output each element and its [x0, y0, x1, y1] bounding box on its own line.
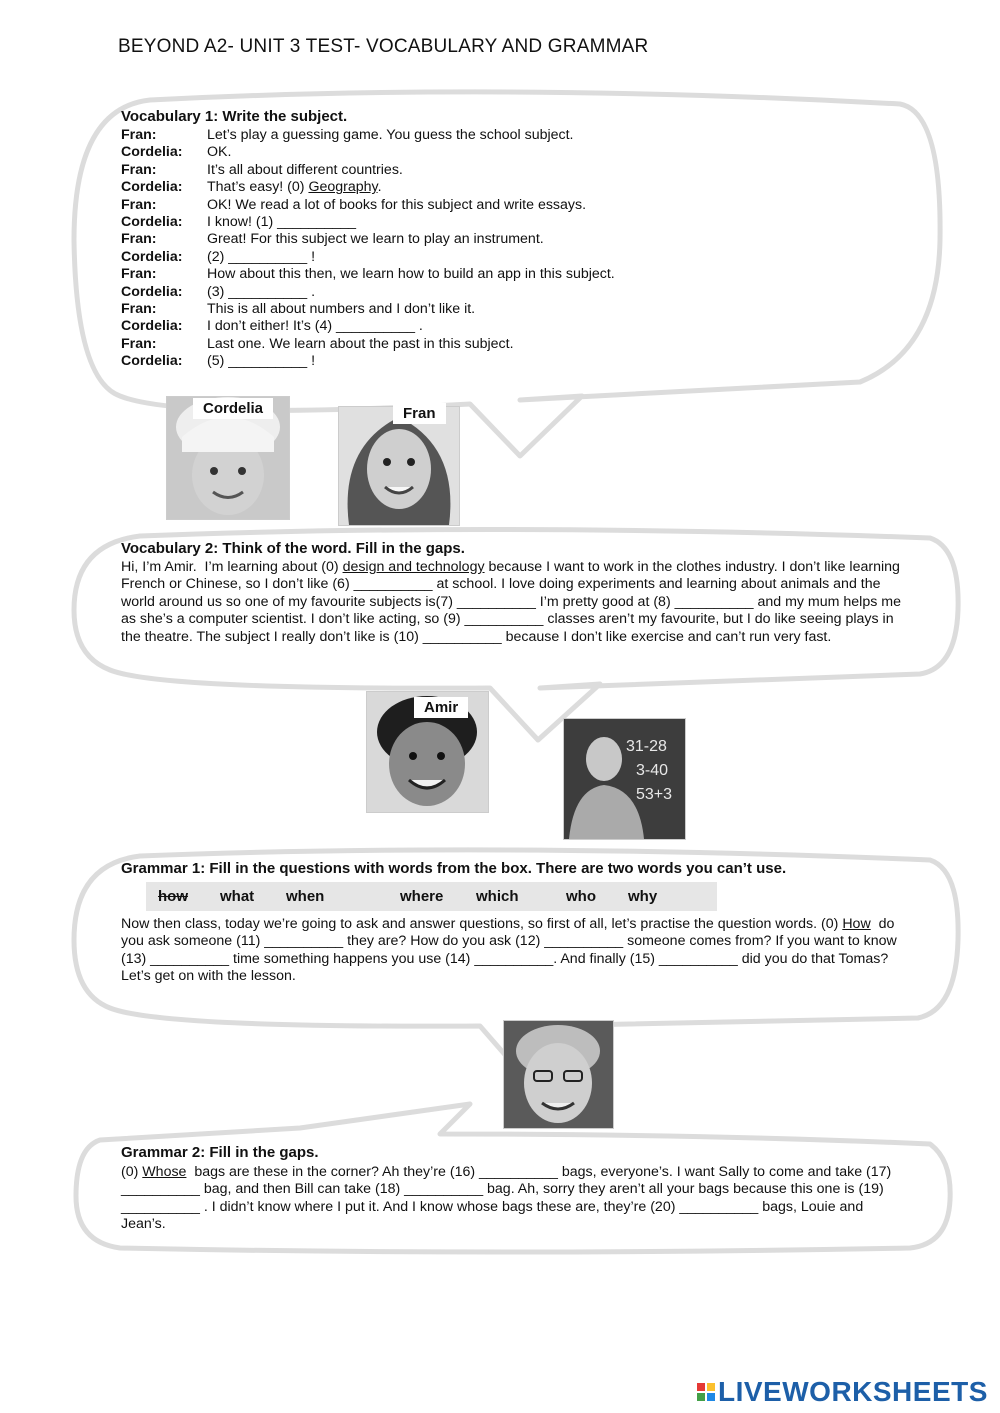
word-box: [146, 882, 717, 911]
example-answer: Geography: [308, 179, 378, 196]
word-why: why: [628, 888, 658, 905]
grammar1-text-post[interactable]: do you ask someone (11) __________ they are? How do you ask (12) __________ someone comes from? If you want to know (13) __________ time something happens you use (14) __________. And finally (15) __________ did you do that Tomas? Let’s get on with the lesson.: [121, 916, 901, 985]
speaker: Cordelia:: [121, 283, 183, 300]
speaker: Cordelia:: [121, 214, 183, 231]
speaker: Fran:: [121, 266, 157, 283]
dialogue-line: [121, 249, 881, 266]
answer-gap-5[interactable]: (5) __________ !: [207, 353, 316, 370]
speaker: Cordelia:: [121, 248, 183, 265]
dialogue-line: [121, 318, 881, 335]
speaker: Fran:: [121, 335, 157, 352]
dialogue-line: [121, 127, 881, 144]
speaker: Fran:: [121, 196, 157, 213]
line-text-pre: That’s easy! (0): [207, 179, 309, 196]
word-who: who: [566, 888, 596, 905]
logo-square: [697, 1393, 705, 1401]
vocab2-text-pre: Hi, I’m Amir. I’m learning about (0): [121, 559, 343, 575]
brand-label: LIVEWORKSHEETS: [718, 1376, 988, 1407]
grammar2-heading: Grammar 2: Fill in the gaps.: [121, 1144, 319, 1161]
fran-photo: [338, 406, 460, 526]
grammar1-text-pre: Now then class, today we’re going to ask and answer questions, so first of all, let’s practise the question words. (0): [121, 916, 843, 932]
vocab1-dialogue: [121, 127, 881, 371]
fran-name: Fran: [393, 403, 446, 424]
speaker: Fran:: [121, 127, 157, 143]
svg-text:31-28: 31-28: [626, 738, 667, 755]
grammar2-text-pre: (0): [121, 1164, 143, 1180]
line-text: This is all about numbers and I don’t like it.: [207, 301, 476, 318]
vocab1-heading: Vocabulary 1: Write the subject.: [121, 108, 348, 125]
word-which: which: [476, 888, 519, 905]
dialogue-line: [121, 336, 881, 353]
line-text: How about this then, we learn how to build an app in this subject.: [207, 266, 615, 283]
line-text: Let’s play a guessing game. You guess the school subject.: [207, 127, 574, 143]
example-answer: How: [842, 916, 871, 932]
vocab2-paragraph: [121, 559, 911, 646]
dialogue-line: [121, 179, 881, 196]
grammar1-paragraph: [121, 916, 906, 986]
line-text: It’s all about different countries.: [207, 161, 403, 178]
older-man-photo: [503, 1020, 614, 1129]
liveworksheets-brand[interactable]: [697, 1376, 988, 1408]
dialogue-line: [121, 284, 881, 301]
dialogue-line: [121, 197, 881, 214]
example-answer: Whose: [142, 1164, 187, 1180]
dialogue-line: [121, 162, 881, 179]
speaker: Cordelia:: [121, 179, 183, 196]
speaker: Cordelia:: [121, 144, 183, 161]
speaker: Fran:: [121, 161, 157, 178]
vocab2-heading: Vocabulary 2: Think of the word. Fill in the gaps.: [121, 540, 465, 557]
grammar2-paragraph: [121, 1164, 901, 1234]
worksheet-title: BEYOND A2- UNIT 3 TEST- VOCABULARY AND GRAMMAR: [118, 36, 649, 57]
answer-gap-2[interactable]: (2) __________ !: [207, 248, 316, 265]
answer-gap-4[interactable]: I don’t either! It’s (4) __________ .: [207, 318, 423, 335]
speaker: Cordelia:: [121, 318, 183, 335]
amir-name: Amir: [414, 697, 468, 718]
logo-square: [697, 1383, 705, 1391]
word-how-crossed: how: [158, 888, 188, 905]
speaker: Fran:: [121, 231, 157, 248]
dialogue-line: [121, 353, 881, 370]
vocab2-text-post[interactable]: because I want to work in the clothes industry. I don’t like learning French or Chinese, so I don’t like (6) __________ at school. I love doing experiments and learning about animals and the world around us so one of my favourite subjects is(7) __________ I’m pretty good at (8) __________ and my mum helps me as she’s a computer scientist. I don’t like acting, so (9) __________ classes aren’t my favourite, but I do like seeing plays in the theatre. The subject I really don’t like is (10) __________ because I don’t like exercise and can’t run very fast.: [121, 559, 901, 645]
cordelia-name: Cordelia: [193, 398, 273, 419]
dialogue-line: [121, 144, 881, 161]
teacher-blackboard-photo: [563, 718, 686, 840]
word-when: when: [286, 888, 325, 905]
example-answer: design and technology: [342, 559, 485, 575]
dialogue-line: [121, 266, 881, 283]
line-text: Great! For this subject we learn to play an instrument.: [207, 231, 544, 248]
liveworksheets-logo-icon: [697, 1383, 715, 1401]
word-where: where: [400, 888, 444, 905]
grammar2-text-post[interactable]: bags are these in the corner? Ah they’re (16) __________ bags, everyone’s. I want Sally to come and take (17) __________ bag, and then Bill can take (18) __________ bag. Ah, sorry they aren’t all your bags because this one is (19) __________ . I didn’t know where I put it. And I know whose bags these are, they’re (20) __________ bags, Louie and Jean’s.: [121, 1164, 896, 1233]
line-text: Last one. We learn about the past in this subject.: [207, 335, 514, 352]
dialogue-line: [121, 214, 881, 231]
line-text-post: .: [377, 179, 382, 196]
dialogue-line: [121, 231, 881, 248]
dialogue-line: [121, 301, 881, 318]
speaker: Cordelia:: [121, 353, 183, 370]
line-text: OK.: [207, 144, 232, 161]
svg-text:3-40: 3-40: [636, 762, 669, 779]
logo-square: [707, 1383, 715, 1391]
svg-text:53+3: 53+3: [636, 786, 673, 803]
line-text: OK! We read a lot of books for this subject and write essays.: [207, 196, 587, 213]
logo-square: [707, 1393, 715, 1401]
answer-gap-3[interactable]: (3) __________ .: [207, 283, 316, 300]
grammar1-heading: Grammar 1: Fill in the questions with words from the box. There are two words you can’t use.: [121, 860, 787, 877]
speaker: Fran:: [121, 301, 157, 318]
word-what: what: [220, 888, 255, 905]
answer-gap-1[interactable]: I know! (1) __________: [207, 214, 357, 231]
line-text: [207, 179, 382, 196]
